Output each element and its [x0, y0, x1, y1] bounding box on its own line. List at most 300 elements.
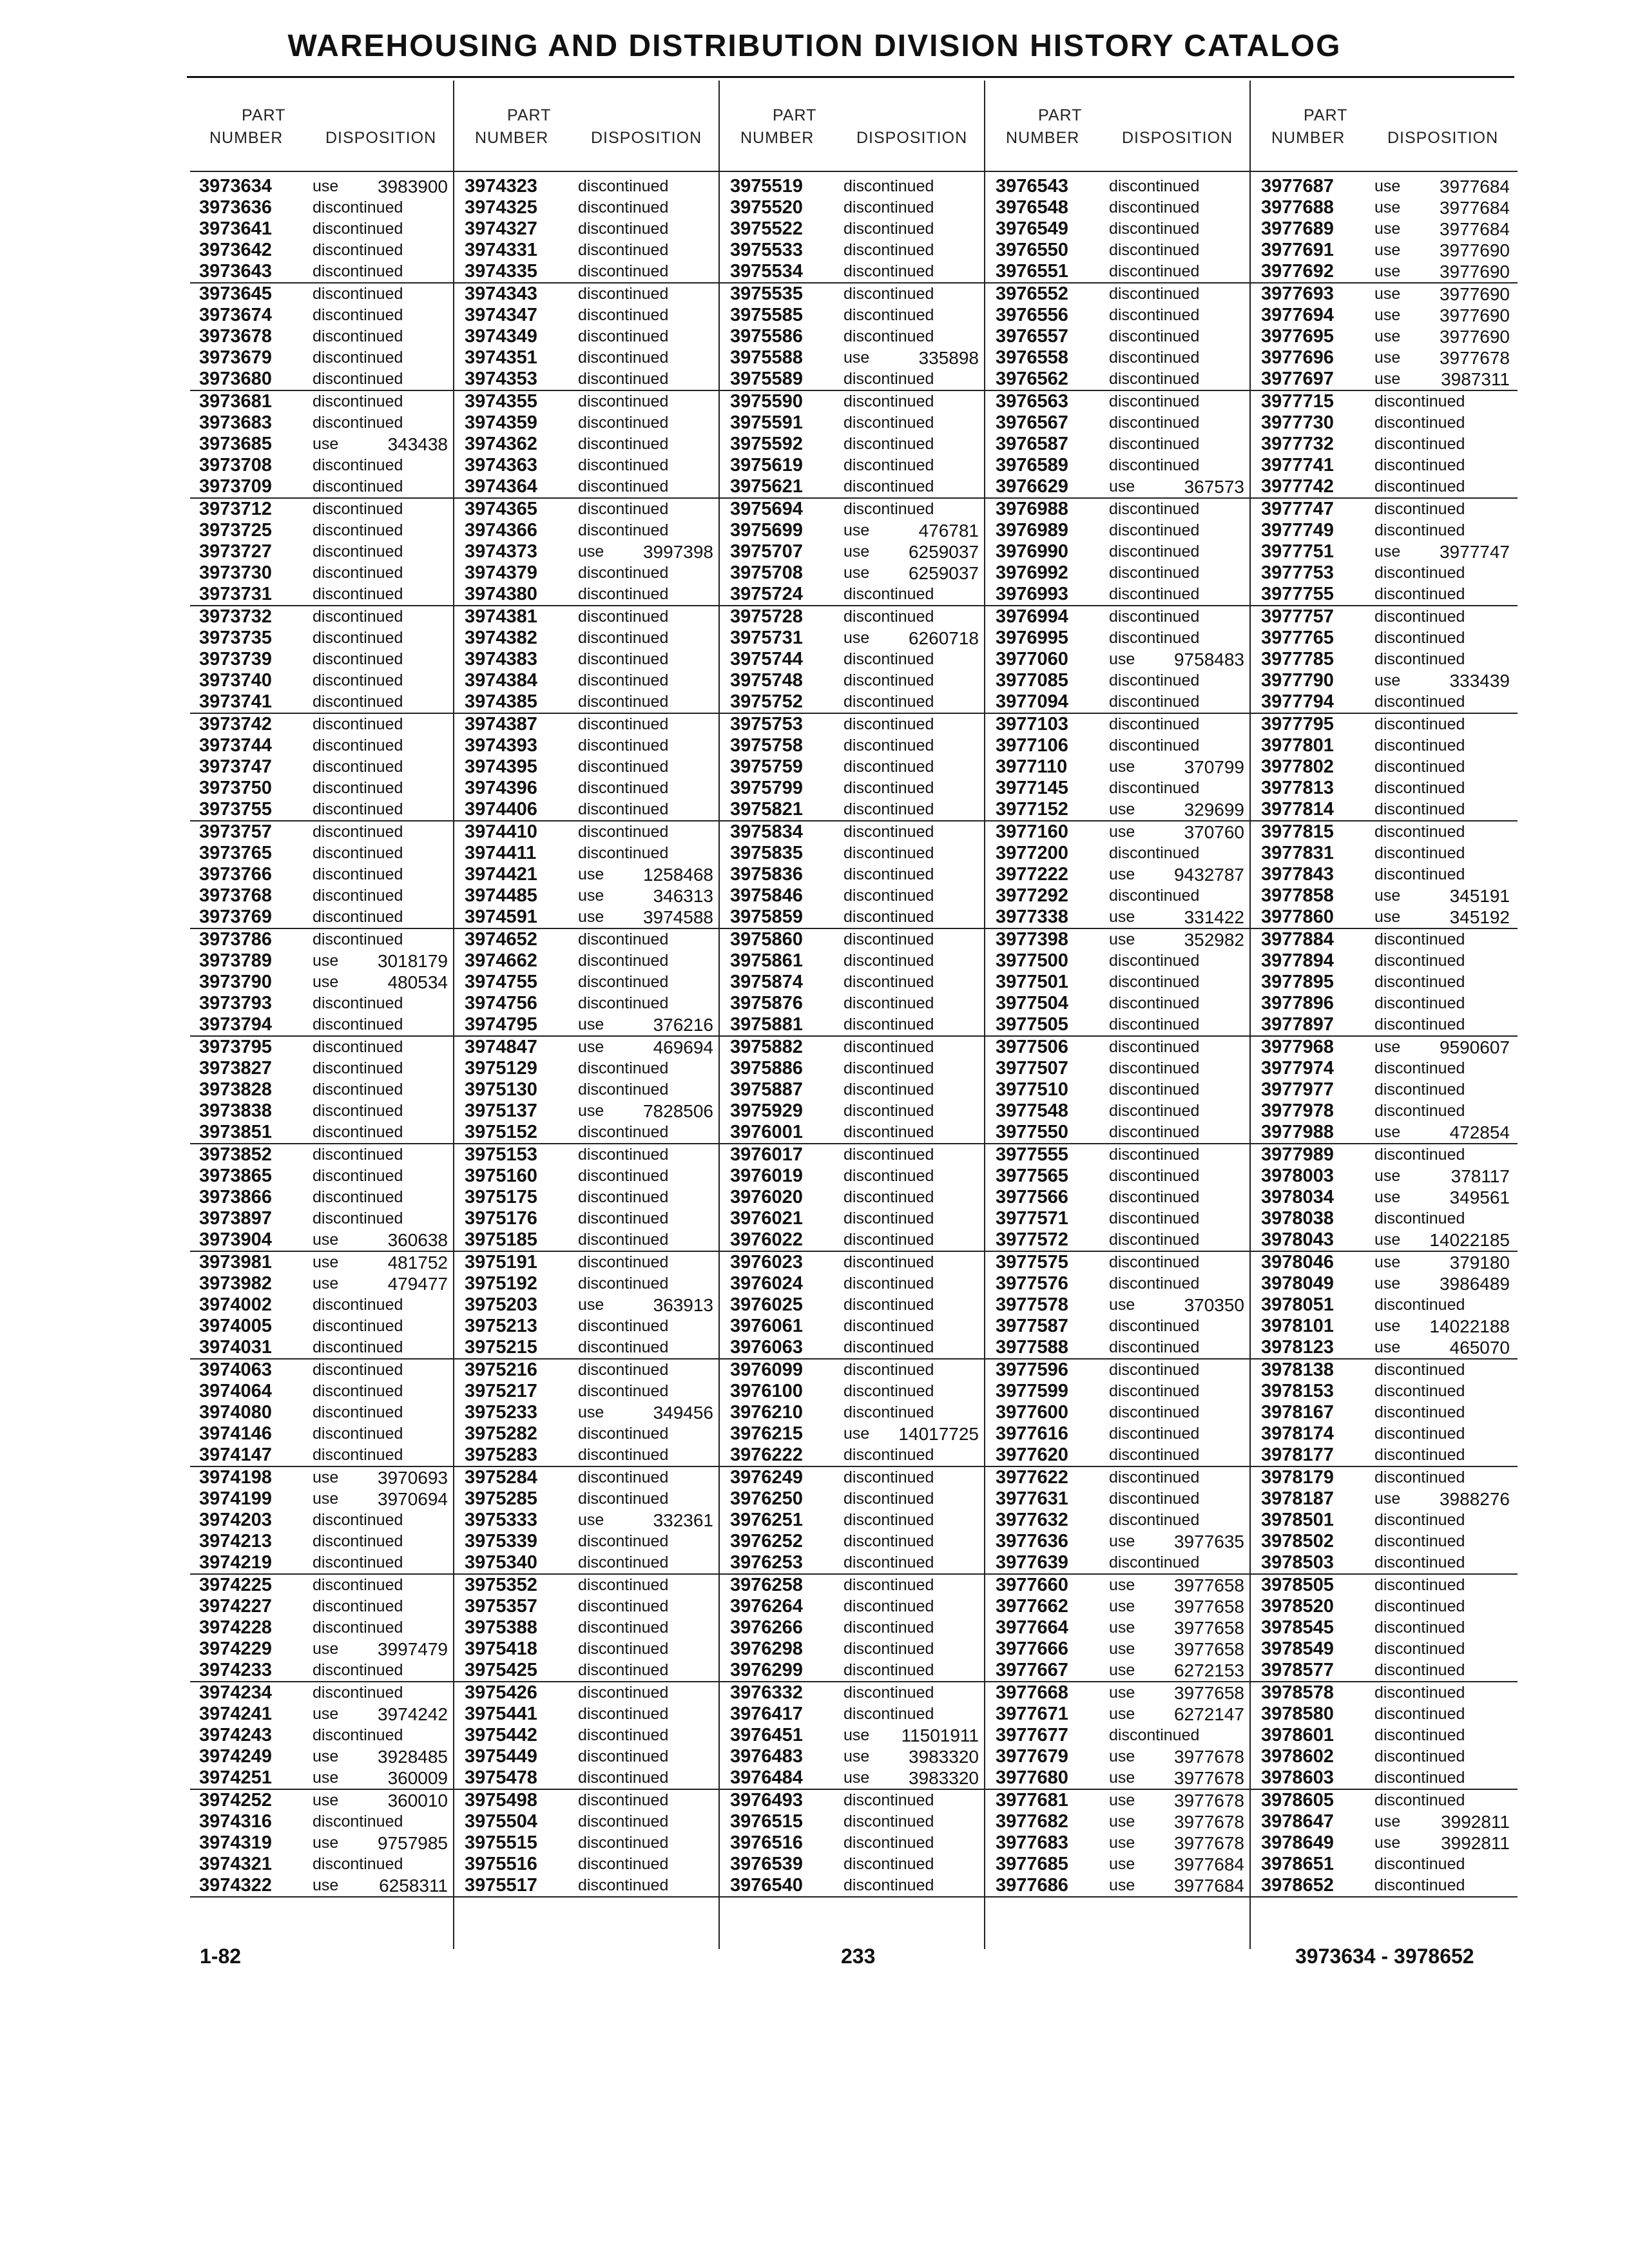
part-number: 3974335: [465, 261, 537, 282]
part-number: 3976019: [730, 1166, 803, 1186]
disposition: discontinued: [1109, 1038, 1200, 1056]
disposition: discontinued: [1374, 952, 1465, 970]
part-number: 3974331: [465, 240, 537, 260]
disposition: discontinued: [1109, 994, 1200, 1012]
part-number: 3974349: [465, 326, 537, 347]
table-row: [456, 1575, 721, 1596]
part-number: 3973765: [199, 843, 272, 863]
table-row: [456, 562, 721, 584]
disposition: discontinued: [1109, 1490, 1200, 1508]
part-number: 3976543: [996, 176, 1068, 197]
part-number: 3973794: [199, 1014, 272, 1035]
table-row: [190, 1531, 456, 1552]
part-number: 3975534: [730, 261, 803, 282]
disposition: use 14022185: [1374, 1230, 1510, 1250]
part-number: 3978167: [1261, 1402, 1334, 1423]
part-number: 3974323: [465, 176, 537, 197]
table-row: [456, 412, 721, 434]
part-number: 3975441: [465, 1704, 537, 1724]
disposition: discontinued: [578, 1209, 669, 1227]
table-row: [987, 541, 1252, 562]
table-row: [1252, 822, 1518, 843]
part-number: 3977751: [1261, 541, 1334, 562]
disposition: discontinued: [1109, 1446, 1200, 1464]
disposition: discontinued: [578, 1747, 669, 1765]
disposition: discontinued: [843, 177, 934, 195]
part-number: 3975694: [730, 499, 803, 519]
disposition: discontinued: [843, 585, 934, 603]
table-row: [456, 1100, 721, 1122]
table-row: [456, 649, 721, 670]
disposition: discontinued: [578, 1490, 669, 1508]
part-number: 3973636: [199, 197, 272, 218]
table-row: [1252, 606, 1518, 628]
part-number: 3977894: [1261, 950, 1334, 971]
disposition: use 3983900: [313, 177, 448, 197]
table-row: [190, 176, 456, 197]
part-number: 3974385: [465, 691, 537, 712]
table-row: [987, 1682, 1252, 1704]
table-row: [1252, 1294, 1518, 1316]
part-number: 3977679: [996, 1746, 1068, 1767]
disposition: discontinued: [578, 392, 669, 410]
part-number: 3977571: [996, 1208, 1068, 1229]
disposition: discontinued: [313, 1619, 403, 1637]
table-row: [456, 1790, 721, 1811]
part-number: 3976483: [730, 1746, 803, 1767]
part-number: 3975285: [465, 1488, 537, 1509]
part-number: 3975707: [730, 541, 803, 562]
table-row: [190, 1316, 456, 1337]
header-rule: [456, 171, 721, 172]
table-row: [1252, 541, 1518, 562]
table-row: [456, 1704, 721, 1725]
part-number: 3975881: [730, 1014, 803, 1035]
row-group: [456, 391, 721, 499]
part-number: 3976992: [996, 562, 1068, 583]
table-row: [456, 369, 721, 390]
disposition: discontinued: [578, 693, 669, 711]
part-number: 3974351: [465, 347, 537, 368]
table-row: [1252, 434, 1518, 455]
table-row: [987, 391, 1252, 412]
table-row: [456, 1166, 721, 1187]
part-number: 3978179: [1261, 1467, 1334, 1488]
part-number: 3975203: [465, 1294, 537, 1315]
header-number: NUMBER: [740, 129, 815, 147]
part-number: 3976258: [730, 1575, 803, 1595]
disposition: discontinued: [578, 1791, 669, 1809]
disposition: discontinued: [1374, 1726, 1465, 1744]
table-row: [721, 1079, 987, 1100]
part-number: 3973755: [199, 799, 272, 820]
part-number: 3977732: [1261, 434, 1334, 454]
disposition: use 3988276: [1374, 1489, 1510, 1509]
table-row: [721, 284, 987, 305]
part-number: 3977671: [996, 1704, 1068, 1724]
table-row: [987, 670, 1252, 691]
table-row: [721, 972, 987, 993]
row-group: [190, 499, 456, 606]
disposition: use 345191: [1374, 886, 1510, 906]
table-row: [190, 1402, 456, 1423]
table-row: [456, 950, 721, 972]
row-group: [721, 176, 987, 284]
part-number: 3976017: [730, 1144, 803, 1165]
row-group: [721, 1360, 987, 1467]
table-row: [1252, 1014, 1518, 1035]
table-row: [987, 907, 1252, 928]
table-row: [987, 562, 1252, 584]
table-row: [987, 1208, 1252, 1229]
part-number: 3975520: [730, 197, 803, 218]
part-number: 3974234: [199, 1682, 272, 1703]
table-row: [721, 1337, 987, 1358]
row-group: [987, 714, 1252, 822]
disposition: use 14022188: [1374, 1316, 1510, 1336]
part-number: 3976264: [730, 1596, 803, 1617]
table-row: [190, 1144, 456, 1166]
table-row: [1252, 714, 1518, 735]
table-row: [190, 284, 456, 305]
table-row: [190, 1467, 456, 1488]
part-number: 3977742: [1261, 476, 1334, 497]
part-number: 3978505: [1261, 1575, 1334, 1595]
disposition: discontinued: [843, 1059, 934, 1077]
table-row: [721, 391, 987, 412]
disposition: discontinued: [1374, 608, 1465, 626]
part-number: 3974203: [199, 1510, 272, 1530]
table-row: [1252, 907, 1518, 928]
disposition: discontinued: [578, 608, 669, 626]
table-row: [1252, 1725, 1518, 1746]
row-group: [456, 606, 721, 714]
part-number: 3973897: [199, 1208, 272, 1229]
table-row: [456, 1423, 721, 1445]
table-row: [190, 1100, 456, 1122]
part-number: 3976266: [730, 1617, 803, 1638]
part-number: 3977896: [1261, 993, 1334, 1014]
part-number: 3975874: [730, 972, 803, 992]
part-number: 3976484: [730, 1767, 803, 1788]
table-row: [987, 1058, 1252, 1079]
table-row: [721, 455, 987, 476]
part-number: 3973866: [199, 1187, 272, 1207]
disposition: use 3977747: [1374, 542, 1510, 562]
disposition: discontinued: [313, 1146, 403, 1164]
table-row: [987, 1575, 1252, 1596]
part-number: 3973769: [199, 907, 272, 927]
table-row: [987, 1037, 1252, 1058]
table-row: [1252, 1187, 1518, 1208]
table-row: [1252, 1510, 1518, 1531]
disposition: discontinued: [1374, 994, 1465, 1012]
disposition: use 332361: [578, 1510, 713, 1530]
row-group: [190, 822, 456, 929]
part-number: 3977500: [996, 950, 1068, 971]
part-number: 3975215: [465, 1337, 537, 1358]
part-number: 3974327: [465, 218, 537, 239]
part-number: 3975418: [465, 1639, 537, 1659]
part-number: 3975592: [730, 434, 803, 454]
disposition: discontinued: [1109, 779, 1200, 797]
disposition: use 6259037: [843, 563, 979, 583]
disposition: discontinued: [578, 564, 669, 582]
disposition: discontinued: [313, 477, 403, 495]
disposition: discontinued: [1109, 1726, 1200, 1744]
table-row: [456, 1445, 721, 1466]
part-number: 3973768: [199, 885, 272, 906]
row-group: [721, 499, 987, 606]
catalog-column: [456, 81, 721, 1898]
row-group: [456, 1682, 721, 1790]
part-number: 3978603: [1261, 1767, 1334, 1788]
part-number: 3977801: [1261, 735, 1334, 756]
part-number: 3973679: [199, 347, 272, 368]
disposition: discontinued: [1109, 1081, 1200, 1099]
part-number: 3977668: [996, 1682, 1068, 1703]
row-group: [987, 1682, 1252, 1790]
table-row: [1252, 972, 1518, 993]
disposition: discontinued: [578, 1188, 669, 1206]
table-row: [1252, 1166, 1518, 1187]
part-number: 3974198: [199, 1467, 272, 1488]
part-number: 3973790: [199, 972, 272, 992]
disposition: discontinued: [578, 220, 669, 238]
part-number: 3977688: [1261, 197, 1334, 218]
part-number: 3975929: [730, 1100, 803, 1121]
part-number: 3975426: [465, 1682, 537, 1703]
disposition: discontinued: [313, 327, 403, 345]
part-number: 3977692: [1261, 261, 1334, 282]
table-row: [721, 176, 987, 197]
part-number: 3975846: [730, 885, 803, 906]
part-number: 3974347: [465, 305, 537, 325]
table-row: [721, 1832, 987, 1854]
table-row: [190, 972, 456, 993]
table-row: [721, 1208, 987, 1229]
row-group: [190, 1790, 456, 1898]
table-row: [1252, 1832, 1518, 1854]
part-number: 3977747: [1261, 499, 1334, 519]
disposition: discontinued: [1109, 1209, 1200, 1227]
disposition: discontinued: [843, 1253, 934, 1271]
part-number: 3975283: [465, 1445, 537, 1465]
part-number: 3975882: [730, 1037, 803, 1057]
part-number: 3974381: [465, 606, 537, 627]
footer-section: 1-82: [200, 1945, 242, 1968]
table-row: [987, 1854, 1252, 1875]
part-number: 3974199: [199, 1488, 272, 1509]
disposition: discontinued: [578, 1382, 669, 1400]
table-row: [456, 929, 721, 950]
table-row: [1252, 197, 1518, 218]
part-number: 3977501: [996, 972, 1068, 992]
disposition: use 3977690: [1374, 284, 1510, 304]
disposition: use 331422: [1109, 907, 1244, 927]
part-number: 3974064: [199, 1381, 272, 1401]
table-row: [721, 197, 987, 218]
disposition: discontinued: [578, 930, 669, 948]
disposition: discontinued: [578, 370, 669, 388]
table-row: [456, 218, 721, 240]
table-row: [721, 1811, 987, 1832]
table-row: [721, 778, 987, 799]
part-number: 3976995: [996, 628, 1068, 648]
part-number: 3975834: [730, 822, 803, 842]
disposition: use 14017725: [843, 1424, 979, 1444]
table-row: [190, 1079, 456, 1100]
part-number: 3975517: [465, 1875, 537, 1896]
disposition: discontinued: [1109, 715, 1200, 733]
disposition: discontinued: [313, 1361, 403, 1379]
table-row: [1252, 412, 1518, 434]
row-group: [721, 1037, 987, 1144]
header-disposition: DISPOSITION: [1387, 129, 1499, 147]
table-row: [987, 520, 1252, 541]
disposition: discontinued: [1374, 1146, 1465, 1164]
disposition: discontinued: [843, 758, 934, 776]
row-group: [1252, 1682, 1518, 1790]
table-row: [190, 347, 456, 369]
disposition: discontinued: [843, 1209, 934, 1227]
part-number: 3977795: [1261, 714, 1334, 735]
disposition: use 3977684: [1109, 1876, 1244, 1896]
table-row: [987, 1166, 1252, 1187]
table-row: [1252, 1229, 1518, 1251]
part-number: 3976556: [996, 305, 1068, 325]
part-number: 3978101: [1261, 1316, 1334, 1336]
disposition: discontinued: [843, 1705, 934, 1723]
part-number: 3978602: [1261, 1746, 1334, 1767]
part-number: 3975137: [465, 1100, 537, 1121]
table-row: [721, 907, 987, 928]
table-row: [721, 520, 987, 541]
table-row: [987, 714, 1252, 735]
part-number: 3977555: [996, 1144, 1068, 1165]
table-row: [456, 476, 721, 497]
part-number: 3975217: [465, 1381, 537, 1401]
part-number: 3974316: [199, 1811, 272, 1832]
table-row: [456, 240, 721, 261]
part-number: 3975516: [465, 1854, 537, 1874]
disposition: use 333439: [1374, 671, 1510, 691]
disposition: discontinued: [1109, 1059, 1200, 1077]
table-row: [1252, 261, 1518, 282]
part-number: 3974395: [465, 756, 537, 777]
disposition: use 343438: [313, 434, 448, 454]
column-header: [190, 81, 456, 176]
disposition: discontinued: [1109, 564, 1200, 582]
row-group: [190, 929, 456, 1037]
disposition: discontinued: [578, 1769, 669, 1787]
table-row: [1252, 1854, 1518, 1875]
part-number: 3978503: [1261, 1552, 1334, 1573]
part-number: 3973828: [199, 1079, 272, 1100]
row-group: [1252, 1144, 1518, 1252]
part-number: 3978647: [1261, 1811, 1334, 1832]
disposition: discontinued: [313, 349, 403, 367]
disposition: use 3970693: [313, 1468, 448, 1488]
disposition: discontinued: [843, 1317, 934, 1335]
table-row: [190, 1854, 456, 1875]
table-row: [987, 1122, 1252, 1143]
disposition: discontinued: [578, 1576, 669, 1594]
table-row: [1252, 1100, 1518, 1122]
table-row: [190, 1122, 456, 1143]
disposition: discontinued: [843, 1576, 934, 1594]
disposition: discontinued: [843, 1274, 934, 1293]
disposition: discontinued: [1109, 1403, 1200, 1421]
table-row: [987, 735, 1252, 756]
row-group: [190, 1252, 456, 1360]
part-number: 3973712: [199, 499, 272, 519]
table-row: [987, 1725, 1252, 1746]
catalog-column: [987, 81, 1252, 1898]
part-number: 3977085: [996, 670, 1068, 691]
disposition: discontinued: [843, 1468, 934, 1486]
part-number: 3975388: [465, 1617, 537, 1638]
table-row: [190, 541, 456, 562]
part-number: 3977974: [1261, 1058, 1334, 1079]
disposition: use 6260718: [843, 628, 979, 648]
disposition: discontinued: [1109, 500, 1200, 518]
part-number: 3976210: [730, 1402, 803, 1423]
column-header: [456, 81, 721, 176]
table-row: [987, 1187, 1252, 1208]
table-row: [721, 305, 987, 326]
table-row: [721, 1381, 987, 1402]
part-number: 3975590: [730, 391, 803, 412]
disposition: discontinued: [1109, 285, 1200, 303]
row-group: [987, 499, 1252, 606]
part-number: 3977696: [1261, 347, 1334, 368]
part-number: 3975724: [730, 584, 803, 604]
disposition: discontinued: [313, 608, 403, 626]
table-row: [1252, 562, 1518, 584]
disposition: discontinued: [1374, 477, 1465, 495]
part-number: 3973865: [199, 1166, 272, 1186]
disposition: discontinued: [578, 779, 669, 797]
disposition: discontinued: [1109, 392, 1200, 410]
part-number: 3976563: [996, 391, 1068, 412]
part-number: 3973731: [199, 584, 272, 604]
part-number: 3975498: [465, 1790, 537, 1811]
part-number: 3977790: [1261, 670, 1334, 691]
table-row: [190, 822, 456, 843]
table-row: [456, 1079, 721, 1100]
disposition: discontinued: [1374, 1382, 1465, 1400]
disposition: discontinued: [1109, 1188, 1200, 1206]
disposition: discontinued: [1374, 1446, 1465, 1464]
disposition: discontinued: [313, 1081, 403, 1099]
part-number: 3975799: [730, 778, 803, 798]
table-row: [721, 606, 987, 628]
disposition: use 370799: [1109, 757, 1244, 777]
part-number: 3978652: [1261, 1875, 1334, 1896]
part-number: 3975619: [730, 455, 803, 476]
table-row: [456, 1552, 721, 1573]
part-number: 3977596: [996, 1360, 1068, 1380]
table-row: [190, 1682, 456, 1704]
disposition: discontinued: [1374, 1553, 1465, 1571]
table-row: [1252, 1316, 1518, 1337]
disposition: discontinued: [843, 865, 934, 883]
table-row: [987, 1704, 1252, 1725]
catalog-column: [190, 81, 456, 1898]
row-group: [190, 1682, 456, 1790]
disposition: discontinued: [578, 1726, 669, 1744]
